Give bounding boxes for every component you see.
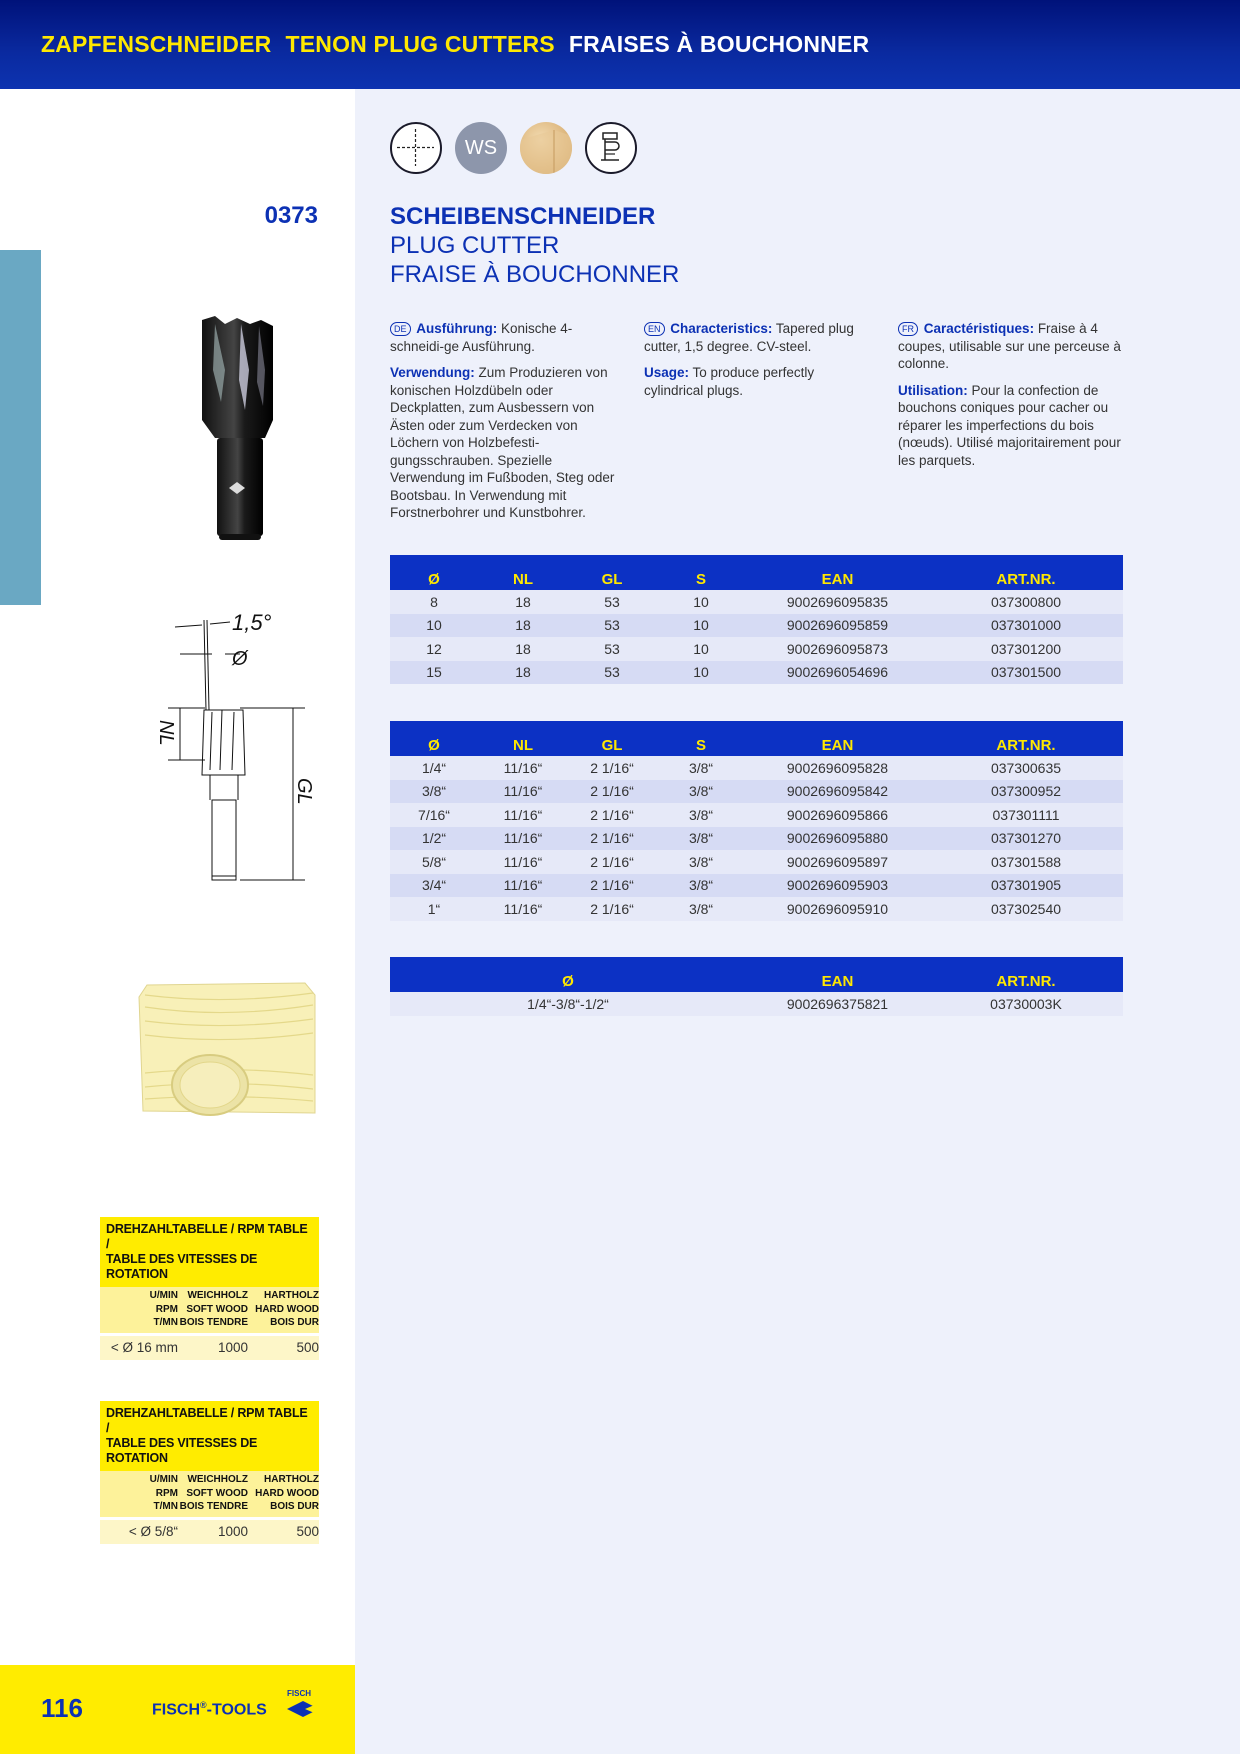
table-row	[390, 897, 1123, 921]
rpm-col-text: BOIS TENDRE	[179, 1501, 248, 1512]
fisch-logo-icon	[285, 1687, 325, 1727]
cell: 037301200	[990, 640, 1062, 657]
cell: 9002696095866	[786, 806, 889, 823]
cell: 037301000	[990, 617, 1062, 634]
wood-block-image	[135, 975, 320, 1125]
rpm-col-unit	[100, 1289, 178, 1330]
set-spec-table	[390, 957, 1123, 1016]
rpm-title-line: TABLE DES VITESSES DE ROTATION	[106, 1252, 258, 1281]
cell: 03730003K	[990, 995, 1062, 1012]
product-title-en: PLUG CUTTER	[390, 232, 560, 259]
header-title-de: ZAPFENSCHNEIDER	[41, 31, 272, 57]
table-row	[390, 827, 1123, 851]
usage-text-en: To produce perfectly cylindrical plugs.	[644, 365, 815, 398]
cell: 53	[604, 593, 620, 610]
inch-spec-table	[390, 721, 1123, 921]
cell: 18	[515, 640, 531, 657]
cell: 500	[296, 1339, 319, 1355]
rpm-col-text: U/MIN	[149, 1290, 178, 1301]
diameter-label: Ø	[232, 648, 248, 670]
column-header: Ø	[562, 972, 574, 990]
cell: 500	[296, 1523, 319, 1539]
cell: 10	[693, 617, 709, 634]
page-header	[0, 0, 1240, 89]
product-title-de: SCHEIBENSCHNEIDER	[390, 203, 656, 230]
cell: 15	[426, 664, 442, 681]
rpm-col-text: BOIS DUR	[270, 1501, 319, 1512]
rpm-col-text: RPM	[155, 1487, 178, 1499]
brand-name	[152, 1700, 267, 1719]
usage-label-de: Verwendung:	[390, 365, 475, 380]
cell: 037301905	[990, 877, 1062, 894]
cell: 53	[604, 640, 620, 657]
cell: 2 1/16“	[590, 806, 634, 823]
rpm-title-line: TABLE DES VITESSES DE ROTATION	[106, 1436, 258, 1465]
cell: 9002696095842	[786, 783, 889, 800]
table-row	[390, 590, 1123, 614]
rpm-table-row	[100, 1520, 319, 1544]
lang-badge-de: DE	[390, 322, 411, 336]
cell: 3/8“	[688, 759, 714, 776]
cell: 9002696054696	[786, 664, 889, 681]
angle-label: 1,5°	[232, 610, 272, 635]
cell: 53	[604, 617, 620, 634]
brand-registered: ®	[200, 1700, 207, 1710]
cell: 9002696375821	[786, 995, 889, 1012]
column-header: EAN	[821, 736, 854, 754]
usage-text-de: Zum Produzieren von konischen Holzdübeln oder Deckplatten, zum Ausbessern von Ästen oder zum Verdecken von Löchern von Holzbefesti-gungsschrauben. Spezielle Verwendung im Fußboden, Steg oder Bootsbau. In Verwendung mit Forstnerbohrer und Kunstbohrer.	[390, 365, 615, 520]
cell: 3/8“	[688, 877, 714, 894]
rpm-col-text: BOIS TENDRE	[179, 1317, 248, 1328]
characteristics-label-de: Ausführung:	[416, 321, 498, 336]
usage-text-fr: Pour la confection de bouchons coniques pour cacher ou réparer les imperfections du bois (nœuds). Utilisé majoritairement pour les parquets.	[898, 382, 1121, 468]
cell: < Ø 5/8“	[128, 1523, 178, 1539]
rpm-table-row	[100, 1336, 319, 1360]
column-header: S	[695, 736, 706, 754]
cell: 037300800	[990, 593, 1062, 610]
rpm-col-unit	[100, 1473, 178, 1514]
header-title-fr: FRAISES À BOUCHONNER	[568, 31, 870, 57]
characteristics-label-fr: Caractéristiques:	[923, 321, 1035, 336]
rpm-table	[100, 1401, 319, 1544]
cell: 9002696095859	[786, 617, 889, 634]
rpm-col-text: HARTHOLZ	[264, 1474, 319, 1485]
characteristics-text-en: Tapered plug cutter, 1,5 degree. CV-steel.	[644, 321, 854, 354]
table-header-row	[390, 555, 1123, 590]
cell: 9002696095903	[786, 877, 889, 894]
cell: 037301270	[990, 830, 1062, 847]
cell: 1/4“	[421, 759, 447, 776]
cell: 3/8“	[688, 806, 714, 823]
rpm-col-text: T/MN	[153, 1501, 178, 1512]
column-header: Ø	[428, 570, 440, 588]
column-header: EAN	[821, 570, 854, 588]
cell: 9002696095897	[786, 853, 889, 870]
cell: 11/16“	[503, 806, 543, 823]
cell: 10	[426, 617, 442, 634]
rpm-table-subheader	[100, 1287, 319, 1333]
table-row	[390, 874, 1123, 898]
column-header: S	[695, 570, 706, 588]
product-title-fr: FRAISE À BOUCHONNER	[390, 261, 680, 288]
characteristics-text-de: Konische 4-schneidi-ge Ausführung.	[390, 321, 573, 354]
cell: 9002696095910	[786, 900, 889, 917]
rpm-col-text: T/MN	[153, 1317, 178, 1328]
cell: 037300952	[990, 783, 1062, 800]
column-header: NL	[513, 736, 533, 754]
cell: 1/4“-3/8“-1/2“	[527, 995, 609, 1012]
cell: 3/4“	[421, 877, 447, 894]
cell: 10	[693, 593, 709, 610]
rpm-table	[100, 1217, 319, 1360]
cell: 1000	[217, 1339, 248, 1355]
rpm-col-text: RPM	[155, 1303, 178, 1315]
cell: 18	[515, 664, 531, 681]
rpm-col-text: WEICHHOLZ	[187, 1474, 248, 1485]
cell: 2 1/16“	[590, 759, 634, 776]
rpm-col-text: SOFT WOOD	[186, 1303, 248, 1315]
column-header: ART.NR.	[996, 570, 1056, 588]
cell: 5/8“	[421, 853, 447, 870]
cell: 11/16“	[503, 759, 543, 776]
cell: 3/8“	[688, 900, 714, 917]
cell: 1“	[427, 900, 441, 917]
cell: 2 1/16“	[590, 877, 634, 894]
cell: 1/2“	[421, 830, 447, 847]
wood-icon	[520, 122, 572, 174]
cell: 9002696095873	[786, 640, 889, 657]
rpm-table-title	[100, 1217, 319, 1287]
metric-spec-table	[390, 555, 1123, 684]
cell: 11/16“	[503, 853, 543, 870]
rpm-col-text: WEICHHOLZ	[187, 1290, 248, 1301]
usage-label-en: Usage:	[644, 365, 690, 380]
cell: 2 1/16“	[590, 830, 634, 847]
rpm-col-softwood	[178, 1473, 248, 1514]
column-header: GL	[601, 570, 623, 588]
technical-drawing	[150, 600, 320, 900]
column-header: ART.NR.	[996, 972, 1056, 990]
cell: 11/16“	[503, 900, 543, 917]
rpm-col-text: HARD WOOD	[255, 1303, 319, 1315]
cell: 2 1/16“	[590, 900, 634, 917]
rpm-col-softwood	[178, 1289, 248, 1330]
cell: 037302540	[990, 900, 1062, 917]
cell: 3/8“	[688, 783, 714, 800]
description-en	[644, 320, 874, 408]
logo-text: FISCH	[287, 1689, 311, 1698]
cell: 11/16“	[503, 830, 543, 847]
characteristics-label-en: Characteristics:	[670, 321, 773, 336]
ws-icon: WS	[455, 122, 507, 174]
cell: 3/8“	[688, 830, 714, 847]
cell: 037301111	[992, 806, 1060, 823]
lang-badge-fr: FR	[898, 322, 918, 336]
page-number: 116	[41, 1693, 83, 1723]
rpm-title-line: DREHZAHLTABELLE / RPM TABLE /	[106, 1222, 308, 1251]
cell: 11/16“	[503, 877, 543, 894]
column-header: Ø	[428, 736, 440, 754]
table-row	[390, 803, 1123, 827]
press-icon	[585, 122, 637, 174]
cell: 10	[693, 664, 709, 681]
cell: 2 1/16“	[590, 853, 634, 870]
rpm-col-text: HARD WOOD	[255, 1487, 319, 1499]
cell: 18	[515, 593, 531, 610]
product-title	[390, 202, 679, 289]
cell: 2 1/16“	[590, 783, 634, 800]
column-header: EAN	[821, 972, 854, 990]
cell: 1000	[217, 1523, 248, 1539]
cell: 7/16“	[418, 806, 450, 823]
cell: 3/8“	[421, 783, 447, 800]
table-row	[390, 780, 1123, 804]
rpm-col-hardwood	[248, 1473, 319, 1514]
rpm-col-text: SOFT WOOD	[186, 1487, 248, 1499]
table-header-row	[390, 957, 1123, 992]
column-header: NL	[513, 570, 533, 588]
page-footer	[0, 1665, 355, 1754]
cell: 11/16“	[503, 783, 543, 800]
rpm-col-text: HARTHOLZ	[264, 1290, 319, 1301]
brand-suffix: -TOOLS	[206, 1701, 267, 1719]
table-header-row	[390, 721, 1123, 756]
rpm-title-line: DREHZAHLTABELLE / RPM TABLE /	[106, 1406, 308, 1435]
rpm-table-subheader	[100, 1471, 319, 1517]
table-row	[390, 756, 1123, 780]
table-row	[390, 992, 1123, 1016]
table-row	[390, 637, 1123, 661]
gl-label: GL	[293, 778, 315, 805]
crosshair-icon	[390, 122, 442, 174]
cell: 9002696095828	[786, 759, 889, 776]
characteristics-text-fr: Fraise à 4 coupes, utilisable sur une perceuse à colonne.	[898, 321, 1121, 371]
cell: 10	[693, 640, 709, 657]
cell: 53	[604, 664, 620, 681]
cell: 3/8“	[688, 853, 714, 870]
table-row	[390, 614, 1123, 638]
nl-label: NL	[155, 720, 177, 746]
cell: 037301500	[990, 664, 1062, 681]
cell: 9002696095835	[786, 593, 889, 610]
rpm-col-hardwood	[248, 1289, 319, 1330]
column-header: ART.NR.	[996, 736, 1056, 754]
description-de	[390, 320, 620, 531]
cell: < Ø 16 mm	[110, 1339, 178, 1355]
cell: 18	[515, 617, 531, 634]
cell: 037301588	[990, 853, 1062, 870]
plug-cutter-image	[195, 310, 285, 550]
article-number: 0373	[264, 202, 318, 229]
rpm-col-text: BOIS DUR	[270, 1317, 319, 1328]
usage-label-fr: Utilisation:	[898, 382, 968, 398]
table-row	[390, 850, 1123, 874]
table-row	[390, 661, 1123, 685]
description-fr	[898, 320, 1128, 478]
header-title-en: TENON PLUG CUTTERS	[285, 31, 555, 57]
lang-badge-en: EN	[644, 322, 665, 336]
column-header: GL	[601, 736, 623, 754]
rpm-col-text: U/MIN	[149, 1474, 178, 1485]
cell: 12	[426, 640, 442, 657]
cell: 8	[430, 593, 438, 610]
cell: 037300635	[990, 759, 1062, 776]
cell: 9002696095880	[786, 830, 889, 847]
left-accent-strip	[0, 250, 41, 605]
brand-text: FISCH	[152, 1701, 200, 1719]
rpm-table-title	[100, 1401, 319, 1471]
